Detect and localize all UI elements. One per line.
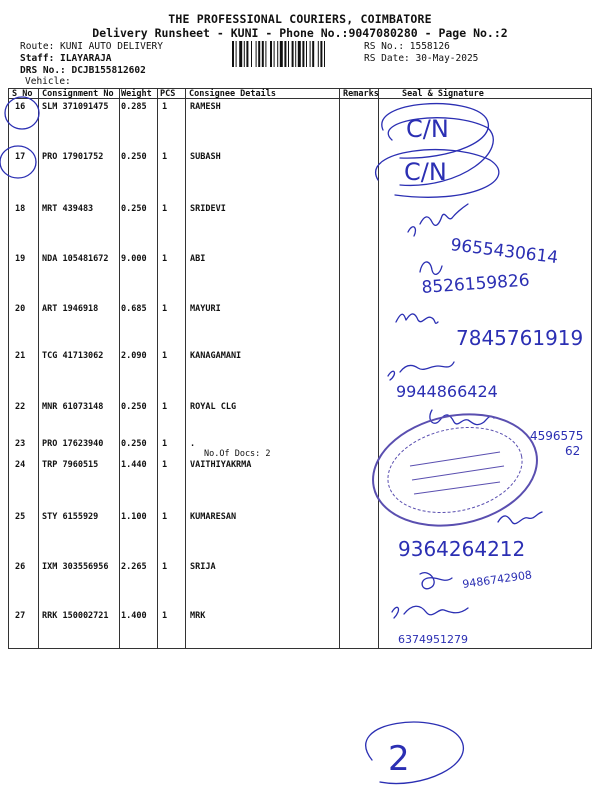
cell-consignee: MRK — [190, 611, 206, 621]
signature-scribble — [498, 512, 542, 524]
col-header-sno: S No — [12, 89, 33, 99]
cell-consignee: VAITHIYAKRMA — [190, 460, 252, 470]
cell-sno: 26 — [15, 562, 26, 572]
cell-pcs: 1 — [162, 439, 168, 449]
signature-scribble — [420, 262, 442, 274]
signature-scribble — [392, 606, 468, 618]
cell-sno: 25 — [15, 512, 26, 522]
cell-weight: 2.090 — [121, 351, 147, 361]
cell-consignment: IXM 303556956 — [42, 562, 109, 572]
cell-weight: 0.285 — [121, 102, 147, 112]
cell-consignee: KANAGAMANI — [190, 351, 242, 361]
vehicle-label: Vehicle: — [25, 76, 71, 87]
cell-consignment: NDA 105481672 — [42, 254, 109, 264]
cell-weight: 9.000 — [121, 254, 147, 264]
company-title: THE PROFESSIONAL COURIERS, COIMBATORE — [168, 12, 432, 26]
phone-handwritten: 9364264212 — [398, 537, 526, 561]
phone-handwritten: 9486742908 — [461, 568, 533, 591]
cell-consignment: TRP 7960515 — [42, 460, 99, 470]
cell-sno: 23 — [15, 439, 26, 449]
signature-scribble — [396, 314, 438, 323]
cell-consignee: ABI — [190, 254, 206, 264]
cell-weight: 0.685 — [121, 304, 147, 314]
cell-sno: 22 — [15, 402, 26, 412]
cell-weight: 1.440 — [121, 460, 147, 470]
cell-weight: 0.250 — [121, 204, 147, 214]
cell-weight: 2.265 — [121, 562, 147, 572]
cell-consignee: MAYURI — [190, 304, 221, 314]
cell-pcs: 1 — [162, 611, 168, 621]
drs-number: DRS No.: DCJB155812602 — [20, 65, 146, 76]
cell-sno: 24 — [15, 460, 26, 470]
cell-consignment: SLM 371091475 — [42, 102, 109, 112]
staff-label: Staff: ILAYARAJA — [20, 53, 112, 64]
cell-pcs: 1 — [162, 402, 168, 412]
signature-scribble — [420, 573, 452, 589]
cell-pcs: 1 — [162, 562, 168, 572]
sno-circle-mark — [5, 97, 39, 129]
signature-scribble — [388, 362, 454, 380]
cell-consignment: STY 6155929 — [42, 512, 99, 522]
cell-consignee: . — [190, 439, 196, 449]
col-header-consignee: Consignee Details — [189, 89, 276, 99]
cell-consignment: TCG 41713062 — [42, 351, 104, 361]
phone-handwritten: 62 — [565, 444, 581, 458]
cell-consignee: SRIJA — [190, 562, 216, 572]
cell-sno: 21 — [15, 351, 26, 361]
cell-sno: 27 — [15, 611, 26, 621]
cell-consignment: PRO 17901752 — [42, 152, 104, 162]
phone-handwritten: 7845761919 — [456, 326, 584, 350]
cell-weight: 1.100 — [121, 512, 147, 522]
cell-sno: 17 — [15, 152, 26, 162]
page-number-circle — [366, 722, 464, 783]
cell-weight: 0.250 — [121, 439, 147, 449]
route-label: Route: KUNI AUTO DELIVERY — [20, 41, 163, 52]
col-header-pcs: PCS — [160, 89, 176, 99]
phone-handwritten: 8526159826 — [420, 270, 531, 298]
cell-pcs: 1 — [162, 512, 168, 522]
cell-weight: 0.250 — [121, 402, 147, 412]
cell-sno: 18 — [15, 204, 26, 214]
cn-handwritten: C/N — [406, 115, 449, 143]
phone-handwritten: 9655430614 — [449, 235, 560, 269]
cell-pcs: 1 — [162, 204, 168, 214]
rs-date: RS Date: 30-May-2025 — [364, 53, 479, 64]
rs-number: RS No.: 1558126 — [364, 41, 450, 52]
cell-weight: 0.250 — [121, 152, 147, 162]
cell-pcs: 1 — [162, 351, 168, 361]
phone-handwritten: 4596575 — [530, 429, 584, 443]
cell-pcs: 1 — [162, 152, 168, 162]
cell-consignee: SUBASH — [190, 152, 221, 162]
col-header-consignment: Consignment No — [42, 89, 114, 99]
cell-consignment: ART 1946918 — [42, 304, 99, 314]
phone-handwritten: 6374951279 — [398, 633, 468, 646]
cell-consignment: MNR 61073148 — [42, 402, 104, 412]
cell-consignee: SRIDEVI — [190, 204, 226, 214]
cell-consignee: RAMESH — [190, 102, 221, 112]
cell-consignment: PRO 17623940 — [42, 439, 104, 449]
col-header-seal-signature: Seal & Signature — [402, 89, 484, 99]
cell-sno: 19 — [15, 254, 26, 264]
cell-consignee: KUMARESAN — [190, 512, 237, 522]
cell-weight: 1.400 — [121, 611, 147, 621]
page-number-handwritten: 2 — [388, 739, 410, 779]
signature-scribble — [408, 204, 468, 236]
cell-sno: 16 — [15, 102, 26, 112]
cell-doc-count: No.Of Docs: 2 — [204, 449, 271, 459]
sno-circle-mark — [0, 146, 36, 178]
cell-sno: 20 — [15, 304, 26, 314]
cell-pcs: 1 — [162, 254, 168, 264]
col-header-weight: Weight — [121, 89, 152, 99]
cell-pcs: 1 — [162, 460, 168, 470]
cell-consignment: MRT 439483 — [42, 204, 94, 214]
cell-pcs: 1 — [162, 304, 168, 314]
cell-consignment: RRK 150002721 — [42, 611, 109, 621]
runsheet-subtitle: Delivery Runsheet - KUNI - Phone No.:9047080280 - Page No.:2 — [92, 26, 508, 40]
company-stamp — [363, 400, 548, 540]
phone-handwritten: 9944866424 — [396, 382, 498, 401]
cell-consignee: ROYAL CLG — [190, 402, 237, 412]
col-header-remarks: Remarks — [343, 89, 379, 99]
cell-pcs: 1 — [162, 102, 168, 112]
cn-handwritten: C/N — [404, 158, 447, 186]
